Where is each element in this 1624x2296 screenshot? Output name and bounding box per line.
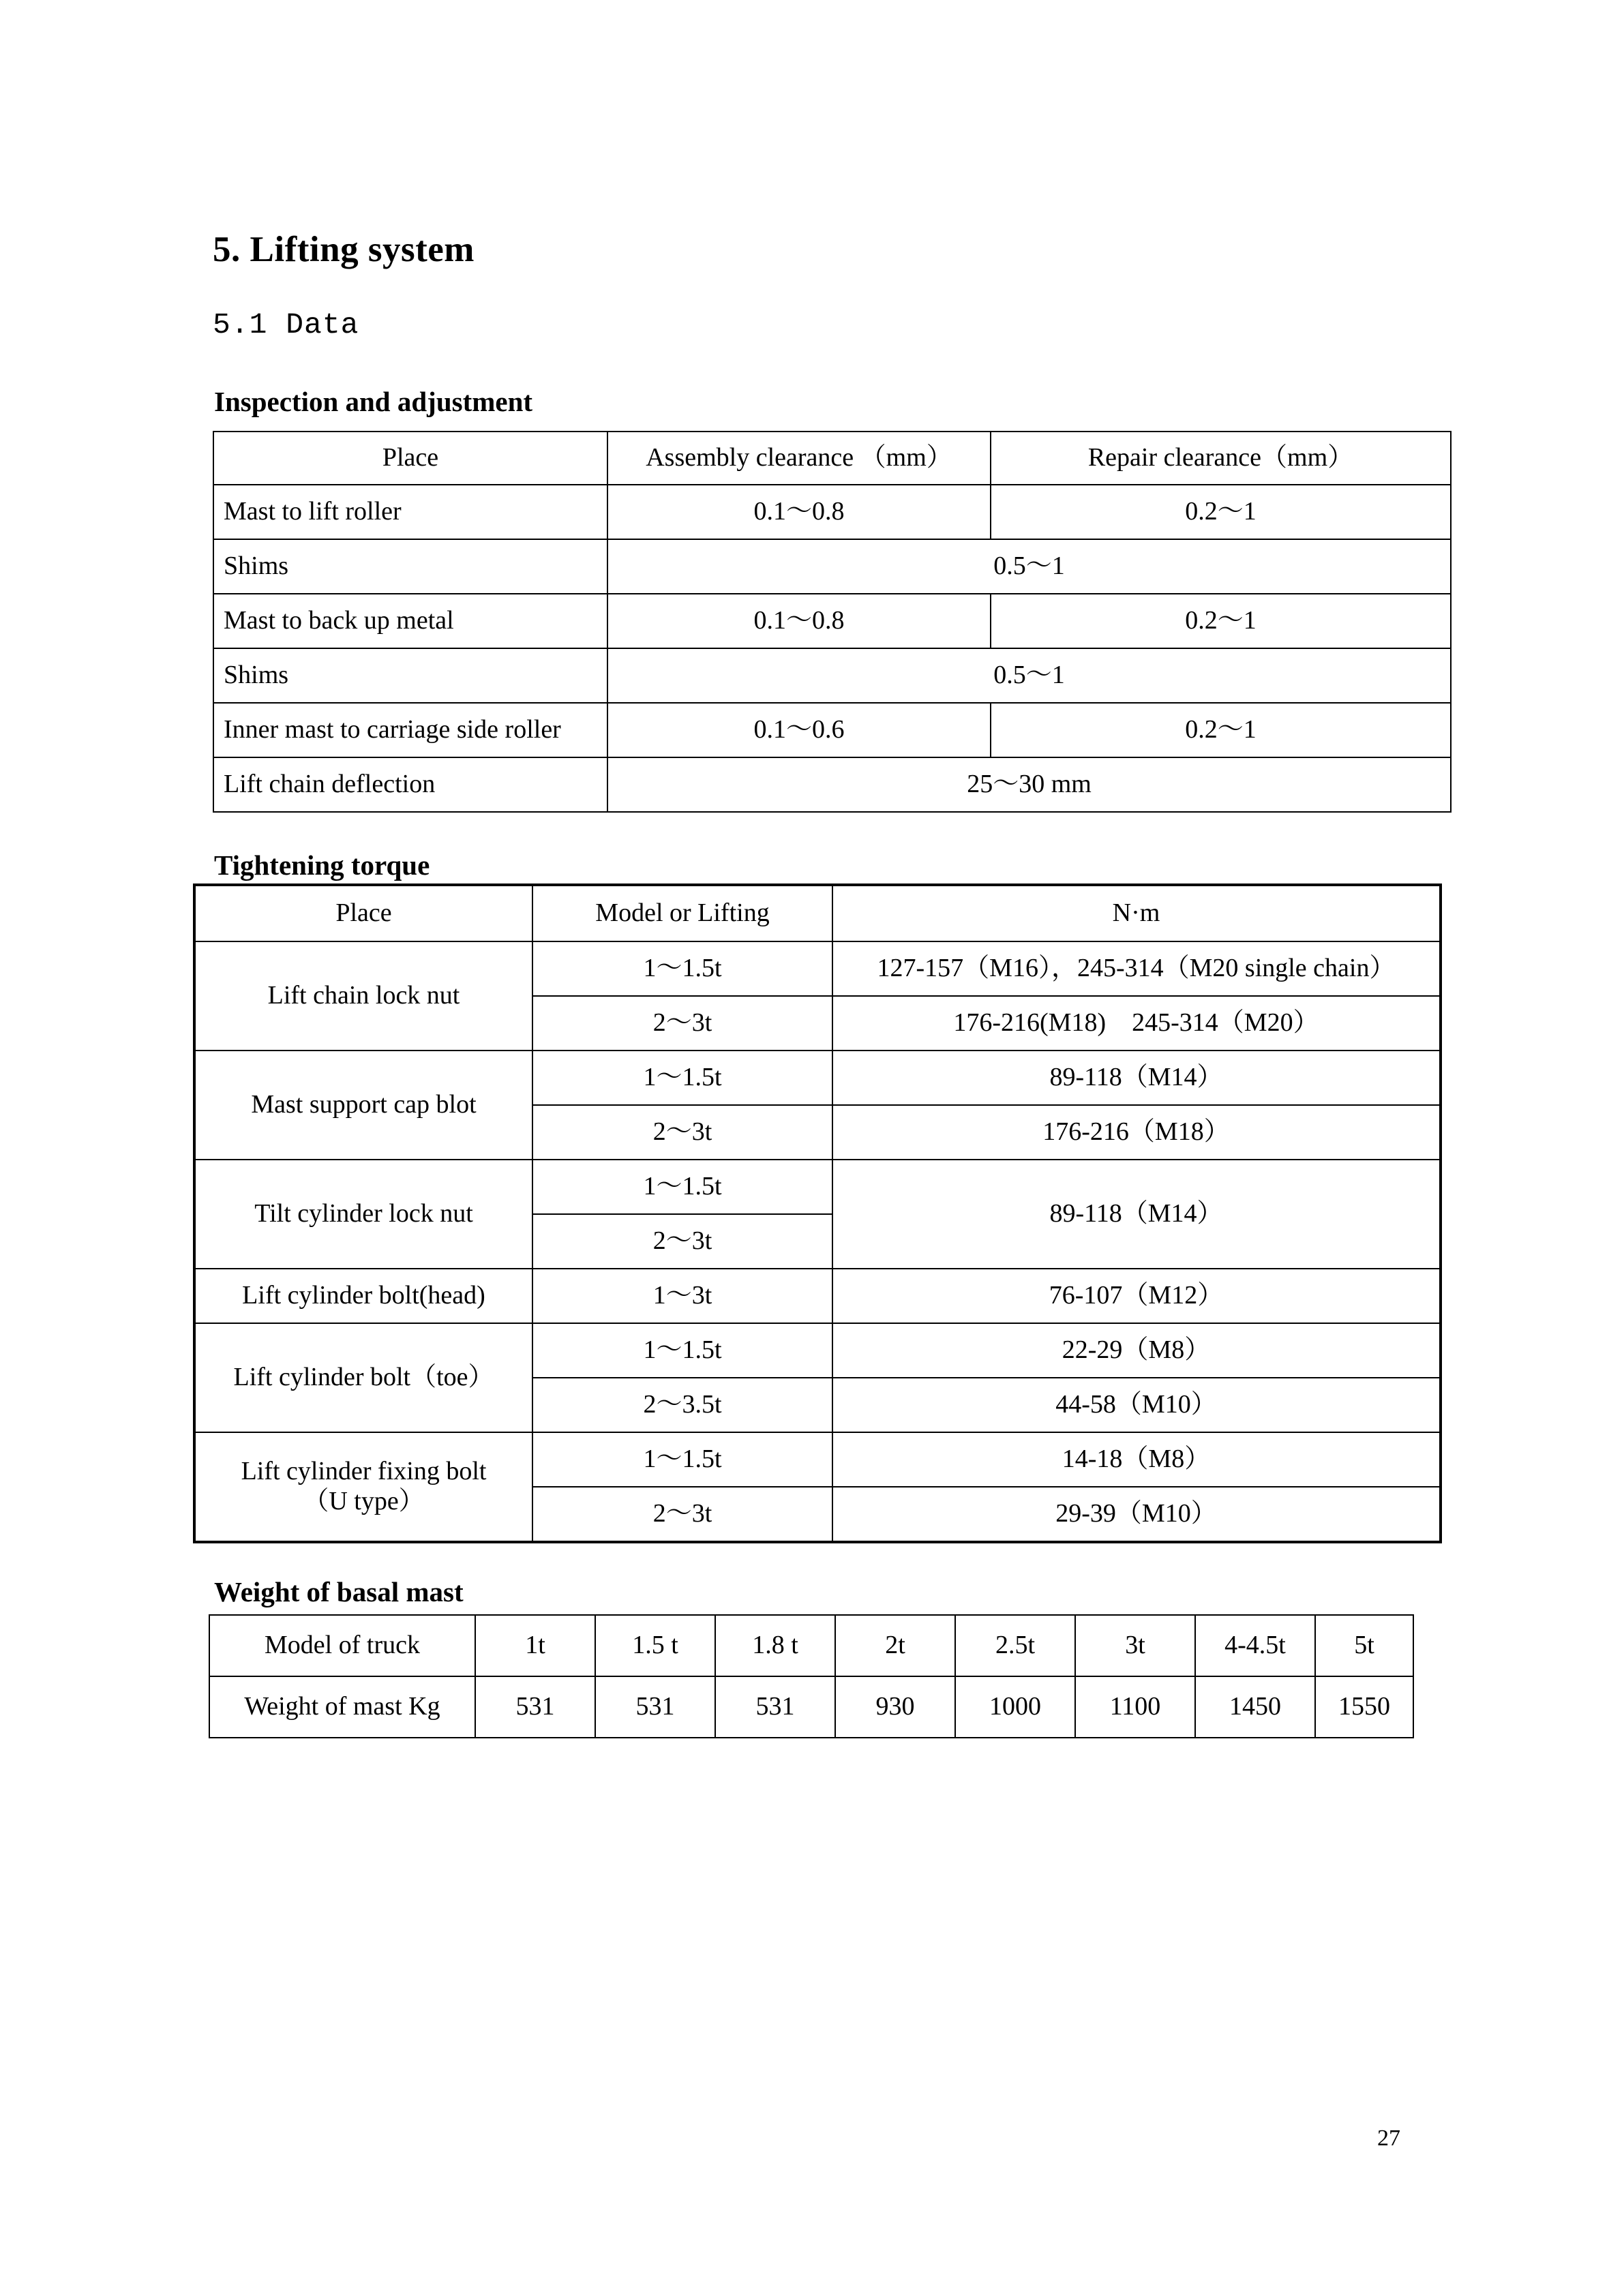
cell-assembly-clearance: 0.1～0.6 (607, 703, 991, 757)
cell-model-or-lifting: 1～1.5t (532, 941, 832, 996)
cell-model-7: 5t (1315, 1615, 1413, 1676)
table-row (213, 539, 1451, 594)
cell-model-or-lifting: 2～3.5t (532, 1378, 832, 1432)
table-row (194, 1269, 1441, 1323)
cell-torque-value: 176-216（M18） (832, 1105, 1441, 1160)
cell-place: Lift chain lock nut (194, 941, 532, 1051)
table-header-row (213, 432, 1451, 485)
cell-model-4: 2.5t (955, 1615, 1075, 1676)
cell-model-or-lifting: 1～3t (532, 1269, 832, 1323)
row-label-model-of-truck: Model of truck (209, 1615, 475, 1676)
table-row (194, 1323, 1441, 1378)
inspection-heading: Inspection and adjustment (214, 386, 533, 417)
cell-torque-value: 29-39（M10） (832, 1487, 1441, 1542)
cell-torque-value: 14-18（M8） (832, 1432, 1441, 1487)
inspection-and-adjustment-table (213, 431, 1452, 813)
cell-weight-3: 930 (835, 1676, 955, 1738)
table-row (209, 1676, 1413, 1738)
cell-merged-clearance: 0.5～1 (607, 539, 1451, 594)
table-row (194, 941, 1441, 996)
cell-repair-clearance: 0.2～1 (991, 485, 1451, 539)
page-title: 5. Lifting system (213, 230, 475, 269)
cell-place: Mast support cap blot (194, 1051, 532, 1160)
tightening-torque-table (193, 883, 1442, 1543)
column-header-2: N·m (832, 885, 1441, 941)
cell-merged-clearance: 0.5～1 (607, 648, 1451, 703)
cell-repair-clearance: 0.2～1 (991, 703, 1451, 757)
cell-torque-value: 89-118（M14） (832, 1160, 1441, 1269)
column-header-1: Model or Lifting (532, 885, 832, 941)
table-row (194, 1432, 1441, 1487)
column-header-1: Assembly clearance （mm） (607, 432, 991, 485)
cell-weight-4: 1000 (955, 1676, 1075, 1738)
column-header-0: Place (194, 885, 532, 941)
table-row (194, 1160, 1441, 1214)
cell-model-or-lifting: 1～1.5t (532, 1051, 832, 1105)
cell-model-1: 1.5 t (595, 1615, 715, 1676)
table-row (213, 648, 1451, 703)
cell-model-or-lifting: 2～3t (532, 1214, 832, 1269)
cell-model-or-lifting: 1～1.5t (532, 1160, 832, 1214)
cell-place: Shims (213, 539, 607, 594)
row-label-weight-of-mast: Weight of mast Kg (209, 1676, 475, 1738)
cell-torque-value: 89-118（M14） (832, 1051, 1441, 1105)
cell-repair-clearance: 0.2～1 (991, 594, 1451, 648)
column-header-2: Repair clearance（mm） (991, 432, 1451, 485)
cell-place: Lift chain deflection (213, 757, 607, 812)
cell-weight-6: 1450 (1195, 1676, 1315, 1738)
subsection-title: 5.1 Data (213, 308, 359, 342)
cell-model-6: 4-4.5t (1195, 1615, 1315, 1676)
cell-model-or-lifting: 2～3t (532, 1487, 832, 1542)
table-row (213, 594, 1451, 648)
cell-merged-clearance: 25～30 mm (607, 757, 1451, 812)
cell-assembly-clearance: 0.1～0.8 (607, 594, 991, 648)
page-number: 27 (1377, 2126, 1400, 2151)
cell-weight-7: 1550 (1315, 1676, 1413, 1738)
cell-model-2: 1.8 t (715, 1615, 835, 1676)
cell-torque-value: 22-29（M8） (832, 1323, 1441, 1378)
cell-torque-value: 76-107（M12） (832, 1269, 1441, 1323)
cell-model-or-lifting: 1～1.5t (532, 1323, 832, 1378)
weight-of-basal-mast-heading: Weight of basal mast (214, 1576, 464, 1607)
table-row (194, 1051, 1441, 1105)
cell-place: Lift cylinder bolt（toe） (194, 1323, 532, 1432)
cell-place: Lift cylinder fixing bolt （U type） (194, 1432, 532, 1542)
cell-assembly-clearance: 0.1～0.8 (607, 485, 991, 539)
cell-torque-value: 44-58（M10） (832, 1378, 1441, 1432)
cell-model-or-lifting: 2～3t (532, 996, 832, 1051)
tightening-torque-heading: Tightening torque (214, 849, 430, 881)
cell-place: Mast to back up metal (213, 594, 607, 648)
cell-weight-5: 1100 (1075, 1676, 1195, 1738)
cell-model-or-lifting: 2～3t (532, 1105, 832, 1160)
cell-place: Shims (213, 648, 607, 703)
table-row (209, 1615, 1413, 1676)
table-row (213, 757, 1451, 812)
cell-place: Inner mast to carriage side roller (213, 703, 607, 757)
cell-torque-value: 127-157（M16），245-314（M20 single chain） (832, 941, 1441, 996)
cell-model-3: 2t (835, 1615, 955, 1676)
table-row (213, 703, 1451, 757)
cell-place: Lift cylinder bolt(head) (194, 1269, 532, 1323)
cell-place: Mast to lift roller (213, 485, 607, 539)
table-header-row (194, 885, 1441, 941)
cell-model-5: 3t (1075, 1615, 1195, 1676)
weight-of-basal-mast-table (209, 1614, 1414, 1738)
table-row (213, 485, 1451, 539)
cell-weight-2: 531 (715, 1676, 835, 1738)
cell-model-0: 1t (475, 1615, 595, 1676)
cell-weight-0: 531 (475, 1676, 595, 1738)
column-header-0: Place (213, 432, 607, 485)
cell-place: Tilt cylinder lock nut (194, 1160, 532, 1269)
cell-weight-1: 531 (595, 1676, 715, 1738)
cell-torque-value: 176-216(M18) 245-314（M20） (832, 996, 1441, 1051)
cell-model-or-lifting: 1～1.5t (532, 1432, 832, 1487)
